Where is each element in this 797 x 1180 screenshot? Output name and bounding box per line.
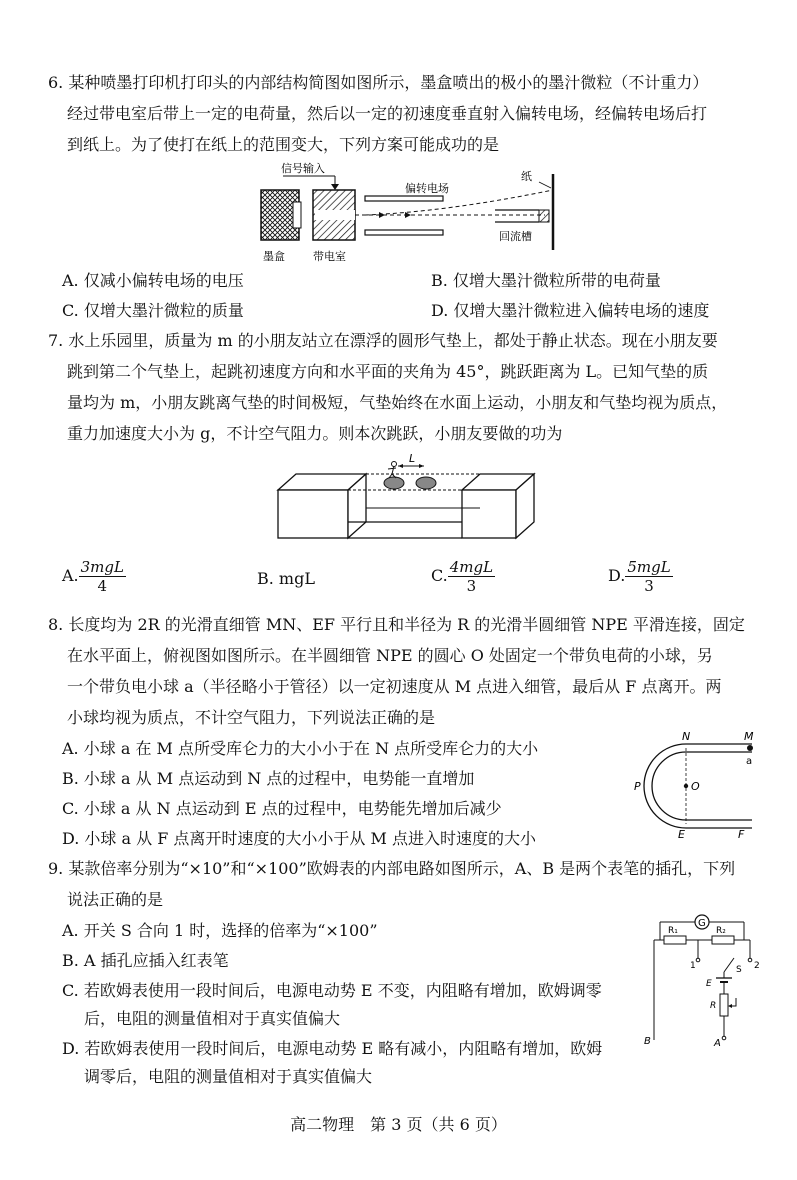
label-E: E [706, 979, 712, 989]
q7-option-a-fraction [79, 558, 126, 595]
label-signal: 信号输入 [281, 162, 325, 175]
q9-line-2: 说法正确的是 [67, 890, 164, 909]
q7-option-d-numerator: 5mgL [627, 558, 671, 576]
q7-option-b: B. mgL [257, 569, 315, 588]
q7-option-c-numerator: 4mgL [449, 558, 494, 576]
q7-option-c-denominator: 3 [466, 577, 477, 595]
q6-printer-diagram [255, 160, 565, 268]
q9-ohmmeter-circuit [640, 906, 766, 1048]
label-A: A [714, 1038, 721, 1048]
label-paper: 纸 [521, 170, 532, 183]
label-1: 1 [690, 961, 696, 971]
q7-option-c-prefix: C. [431, 566, 448, 585]
label-E: E [678, 828, 685, 840]
q8-line-3: 一个带负电小球 a（半径略小于管径）以一定初速度从 M 点进入细管，最后从 F 点离开。两 [67, 677, 722, 696]
label-F: F [738, 828, 745, 840]
page-footer: 高二物理 第 3 页（共 6 页） [290, 1115, 507, 1134]
q7-line-4: 重力加速度大小为 g，不计空气阻力。则本次跳跃，小朋友要做的功为 [67, 424, 563, 443]
q8-option-d: D. 小球 a 从 F 点离开时速度的大小小于从 M 点进入时速度的大小 [62, 829, 536, 848]
label-G: G [698, 918, 706, 929]
q9-line-1: 9. 某款倍率分别为“×10”和“×100”欧姆表的内部电路如图所示，A、B 是两个表笔的插孔，下列 [48, 859, 736, 878]
q7-option-c [431, 558, 495, 595]
q7-line-3: 量均为 m，小朋友跳离气垫的时间极短，气垫始终在水面上运动，小朋友和气垫均视为质点， [67, 393, 728, 412]
q6-option-d: D. 仅增大墨汁微粒进入偏转电场的速度 [431, 301, 710, 320]
q6-line-2: 经过带电室后带上一定的电荷量，然后以一定的初速度垂直射入偏转电场，经偏转电场后打 [67, 104, 708, 123]
q6-option-b: B. 仅增大墨汁微粒所带的电荷量 [431, 271, 661, 290]
q8-line-2: 在水平面上，俯视图如图所示。在半圆细管 NPE 的圆心 O 处固定一个带负电荷的小球，另 [67, 646, 713, 665]
q7-option-d-denominator: 3 [644, 577, 654, 595]
q8-option-c: C. 小球 a 从 N 点运动到 E 点的过程中，电势能先增加后减少 [62, 799, 502, 818]
label-R: R [710, 1001, 717, 1011]
q9-option-a: A. 开关 S 合向 1 时，选择的倍率为“×100” [62, 921, 378, 940]
q6-option-c: C. 仅增大墨汁微粒的质量 [62, 301, 244, 320]
label-R2: R₂ [716, 926, 726, 936]
q7-pool-diagram [272, 452, 538, 544]
label-M: M [744, 730, 754, 743]
q7-line-2: 跳到第二个气垫上，起跳初速度方向和水平面的夹角为 45°，跳跃距离为 L。已知气垫的质 [67, 362, 709, 381]
q7-option-a-denominator: 4 [97, 577, 108, 595]
q7-option-d [608, 558, 673, 595]
q8-line-4: 小球均视为质点，不计空气阻力，下列说法正确的是 [67, 708, 436, 727]
label-gutter: 回流槽 [499, 230, 532, 243]
q9-option-d-line-1: D. 若欧姆表使用一段时间后，电源电动势 E 略有减小，内阻略有增加，欧姆 [62, 1039, 603, 1058]
q6-line-1: 6. 某种喷墨打印机打印头的内部结构简图如图所示，墨盒喷出的极小的墨汁微粒（不计重力） [48, 73, 709, 92]
label-ink-box: 墨盒 [263, 250, 285, 263]
q8-tube-diagram [628, 730, 762, 840]
q8-option-a: A. 小球 a 在 M 点所受库仑力的大小小于在 N 点所受库仑力的大小 [62, 739, 539, 758]
q7-option-d-prefix: D. [608, 566, 626, 585]
label-2: 2 [754, 961, 760, 971]
label-field: 偏转电场 [405, 182, 449, 195]
label-B: B [644, 1036, 651, 1047]
q7-option-c-fraction [448, 558, 495, 595]
q9-option-b: B. A 插孔应插入红表笔 [62, 951, 229, 970]
label-a: a [746, 756, 753, 767]
q7-option-d-fraction [625, 558, 672, 595]
label-L: L [409, 452, 416, 465]
q7-option-a-numerator: 3mgL [80, 558, 124, 576]
q7-line-1: 7. 水上乐园里，质量为 m 的小朋友站立在漂浮的圆形气垫上，都处于静止状态。现在小朋友要 [48, 331, 718, 350]
label-S: S [736, 965, 742, 975]
label-N: N [682, 730, 691, 743]
q8-option-b: B. 小球 a 从 M 点运动到 N 点的过程中，电势能一直增加 [62, 769, 475, 788]
label-charge-room: 带电室 [313, 250, 346, 263]
label-R1: R₁ [668, 926, 678, 936]
q8-line-1: 8. 长度均为 2R 的光滑直细管 MN、EF 平行且和半径为 R 的光滑半圆细管 NPE 平滑连接，固定 [48, 615, 745, 634]
q7-option-a [62, 558, 126, 595]
q9-option-c-line-2: 后，电阻的测量值相对于真实值偏大 [84, 1009, 341, 1028]
q9-option-c-line-1: C. 若欧姆表使用一段时间后，电源电动势 E 不变，内阻略有增加，欧姆调零 [62, 981, 602, 1000]
label-P: P [634, 780, 641, 793]
label-O: O [691, 780, 700, 793]
q6-option-a: A. 仅减小偏转电场的电压 [62, 271, 244, 290]
q7-option-a-prefix: A. [62, 566, 79, 585]
q9-option-d-line-2: 调零后，电阻的测量值相对于真实值偏大 [84, 1067, 373, 1086]
q6-line-3: 到纸上。为了使打在纸上的范围变大，下列方案可能成功的是 [67, 135, 500, 154]
